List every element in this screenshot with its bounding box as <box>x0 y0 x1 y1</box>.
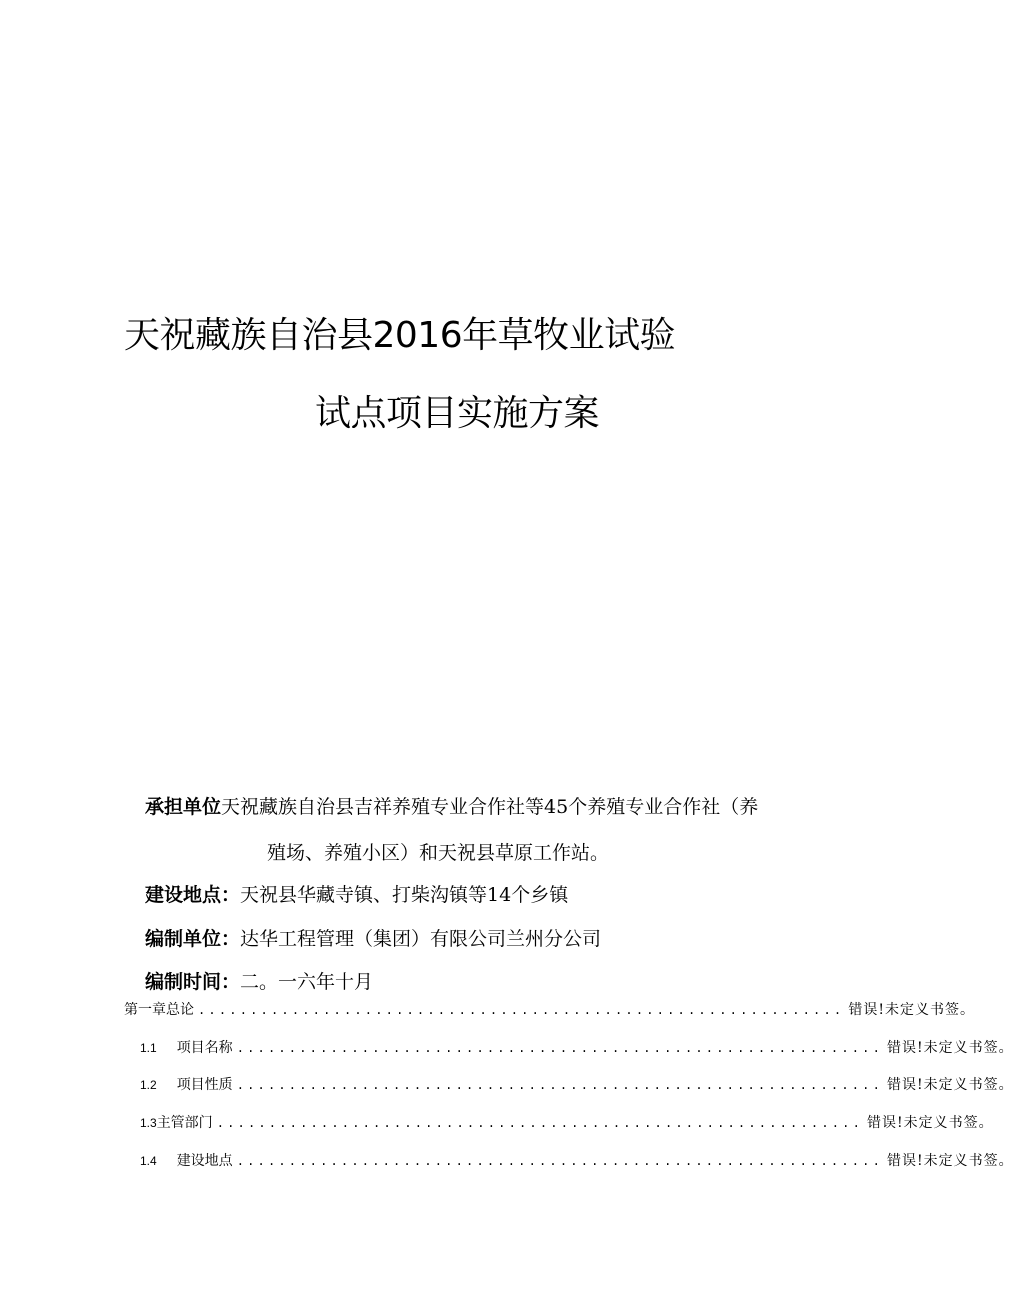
toc-entry-number: 1.4 <box>140 1154 157 1168</box>
compile-time-row <box>145 973 373 992</box>
toc-leader-dots: .............................................................. <box>236 1078 884 1092</box>
toc-entry-number: 1.1 <box>140 1041 157 1055</box>
undertaker-row <box>145 798 758 817</box>
undertaker-value-line-2: 殖场、养殖小区）和天祝县草原工作站。 <box>267 842 610 864</box>
toc-entry-page: 错误!未定义书签。 <box>887 1153 1014 1169</box>
toc-leader-dots: .............................................................. <box>198 1003 845 1017</box>
location-value: 天祝县华藏寺镇、打柴沟镇等14个乡镇 <box>240 884 569 906</box>
toc-entry-1-1[interactable] <box>140 1038 1014 1058</box>
toc-entry-1-3[interactable] <box>140 1113 994 1133</box>
document-title-line-1: 天祝藏族自治县2016年草牧业试验 <box>124 315 676 356</box>
compiler-row <box>145 930 601 949</box>
compile-time-label: 编制时间： <box>145 971 241 993</box>
compiler-value: 达华工程管理（集团）有限公司兰州分公司 <box>240 928 602 950</box>
toc-entry-page: 错误!未定义书签。 <box>887 1040 1014 1056</box>
toc-entry-page: 错误!未定义书签。 <box>887 1077 1014 1093</box>
toc-leader-dots: .............................................................. <box>216 1116 864 1130</box>
toc-entry-title: 项目名称 <box>176 1040 233 1056</box>
compiler-label: 编制单位： <box>145 928 241 950</box>
location-label: 建设地点： <box>145 884 241 906</box>
toc-entry-1-2[interactable] <box>140 1075 1014 1095</box>
toc-entry-page: 错误!未定义书签。 <box>867 1115 994 1131</box>
undertaker-label: 承担单位 <box>145 796 222 818</box>
toc-entry-title: 第一章总论 <box>124 1002 194 1018</box>
toc-entry-title: 项目性质 <box>176 1077 233 1093</box>
toc-entry-title: 建设地点 <box>176 1153 233 1169</box>
toc-entry-page: 错误!未定义书签。 <box>848 1002 975 1018</box>
toc-leader-dots: .............................................................. <box>236 1041 884 1055</box>
compile-time-value: 二。一六年十月 <box>240 971 374 993</box>
document-title-line-2: 试点项目实施方案 <box>315 393 600 434</box>
toc-entry-1-4[interactable] <box>140 1151 1014 1171</box>
toc-entry-chapter-1[interactable] <box>124 1000 975 1020</box>
undertaker-value-line-1: 天祝藏族自治县吉祥养殖专业合作社等45个养殖专业合作社（养 <box>221 796 759 818</box>
location-row <box>145 886 568 905</box>
toc-leader-dots: .............................................................. <box>236 1154 884 1168</box>
toc-entry-title: 主管部门 <box>156 1115 213 1131</box>
toc-entry-number: 1.2 <box>140 1078 157 1092</box>
toc-entry-number: 1.3 <box>140 1116 157 1130</box>
